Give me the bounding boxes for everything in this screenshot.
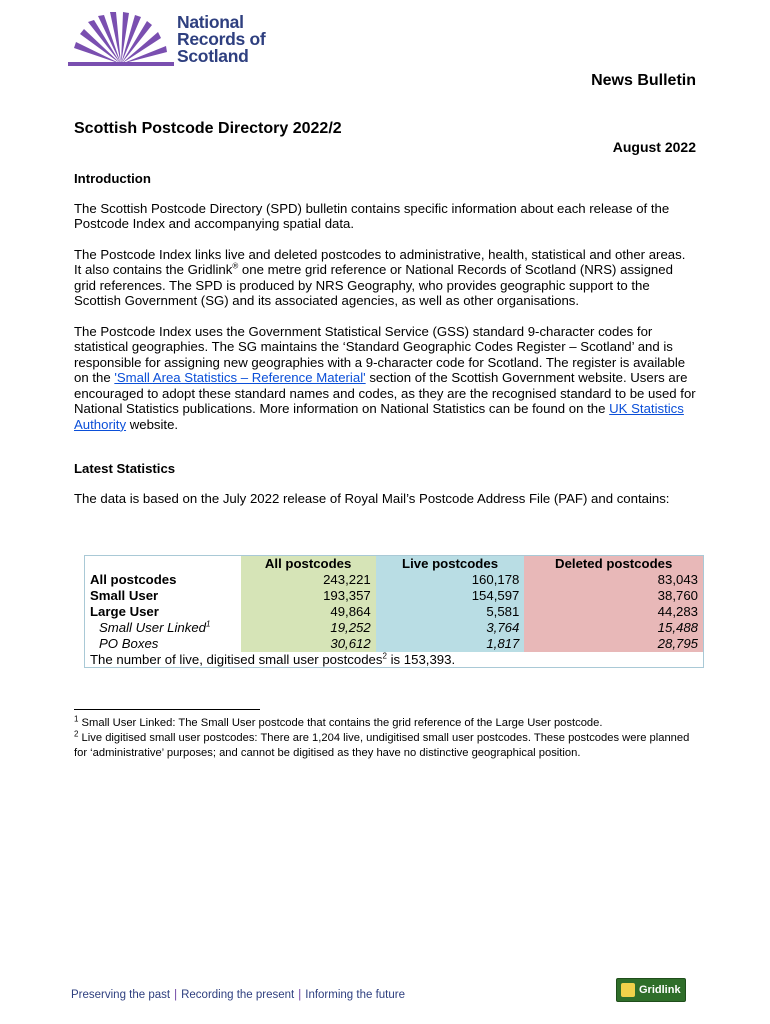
gridlink-label: Gridlink	[639, 984, 681, 996]
logo-line-3: Scotland	[177, 46, 249, 66]
cell-live: 5,581	[376, 604, 525, 620]
document-body	[74, 171, 696, 521]
cell-deleted: 83,043	[524, 572, 703, 588]
tagline-separator: |	[298, 989, 302, 1001]
cell-all: 30,612	[241, 636, 376, 652]
tagline-3: Informing the future	[305, 989, 405, 1001]
cell-all: 243,221	[241, 572, 376, 588]
gridlink-logo	[616, 978, 686, 1002]
logo-line-2: Records of	[177, 29, 266, 49]
uk-statistics-authority-link[interactable]: UK Statistics Authority	[74, 401, 684, 432]
footnote-2: $^2$ Live digitised small user postcodes: There are 1,204 live, undigitised small user postcodes. These postcodes were planned for ‘administrative’ purposes; and cannot be digitised as they have no distinctive geographical position.	[74, 729, 690, 759]
tagline-1: Preserving the past	[71, 989, 171, 1001]
logo-line-1: National	[177, 12, 244, 32]
footnote-ref-1: 1	[206, 619, 211, 629]
table-note: The number of live, digitised small user postcodes$^2$ is 153,393.	[85, 652, 704, 668]
row-label: Small User Linked$^1$	[85, 620, 241, 636]
bulletin-label: News Bulletin	[591, 72, 696, 89]
table-row	[85, 588, 704, 604]
table-row	[85, 572, 704, 588]
thistle-logo-icon	[68, 12, 174, 68]
gridlink-logo-icon	[621, 983, 635, 997]
intro-paragraph-1: The Scottish Postcode Directory (SPD) bulletin contains specific information about each release of the Postcode Index and accompanying spatial data.	[74, 200, 670, 231]
table-row	[85, 620, 704, 636]
footer-tagline	[71, 989, 405, 1001]
row-label: PO Boxes	[85, 636, 241, 652]
cell-all: 193,357	[241, 588, 376, 604]
col-live-postcodes: Live postcodes	[376, 556, 525, 572]
statistics-paragraph: The data is based on the July 2022 release of Royal Mail’s Postcode Address File (PAF) and contains:	[74, 490, 670, 506]
cell-deleted: 15,488	[524, 620, 703, 636]
cell-live: 3,764	[376, 620, 525, 636]
nrs-logo	[68, 12, 278, 68]
footnote-ref-2: 2	[382, 651, 387, 661]
table-row	[85, 604, 704, 620]
row-label: Small User	[85, 588, 241, 604]
cell-live: 154,597	[376, 588, 525, 604]
postcode-statistics-table	[84, 555, 704, 668]
introduction-heading: Introduction	[74, 171, 151, 186]
latest-statistics-heading: Latest Statistics	[74, 461, 176, 476]
table-note-row	[85, 652, 704, 668]
cell-all: 19,252	[241, 620, 376, 636]
cell-all: 49,864	[241, 604, 376, 620]
footnotes	[74, 716, 696, 761]
intro-paragraph-3: The Postcode Index uses the Government Statistical Service (GSS) standard 9-character codes for statistical geographies. The SG maintains the ‘Standard Geographic Codes Register – Scotland’ and is responsible for assigning new geographies with a 9-character code for Scotland. The register is available on the 'Small Area Statistics – Reference Material' section of the Scottish Government website. Users are encouraged to adopt these standard names and codes, as they are the recognised standard to be used for National Statistics publications. More information on National Statistics can be found on the UK Statistics Authority website.	[74, 323, 696, 432]
cell-deleted: 28,795	[524, 636, 703, 652]
publication-date: August 2022	[612, 139, 696, 155]
footnote-1: $^1$ Small User Linked: The Small User postcode that contains the grid reference of the Large User postcode.	[74, 714, 603, 729]
tagline-2: Recording the present	[181, 989, 295, 1001]
page-title: Scottish Postcode Directory 2022/2	[74, 120, 342, 137]
table-row	[85, 636, 704, 652]
intro-paragraph-2: The Postcode Index links live and deleted postcodes to administrative, health, statistical and other areas. It also contains the Gridlink® one metre grid reference or National Records of Scotland (NRS) assigned grid references. The SPD is produced by NRS Geography, who provides geographic support to the Scottish Government (SG) and its associated agencies, as well as other organisations.	[74, 246, 686, 308]
cell-deleted: 38,760	[524, 588, 703, 604]
cell-live: 160,178	[376, 572, 525, 588]
tagline-separator: |	[174, 989, 178, 1001]
small-area-statistics-link[interactable]: 'Small Area Statistics – Reference Material'	[114, 370, 366, 385]
footnote-divider	[74, 709, 260, 710]
row-label: All postcodes	[85, 572, 241, 588]
cell-live: 1,817	[376, 636, 525, 652]
cell-deleted: 44,283	[524, 604, 703, 620]
col-all-postcodes: All postcodes	[241, 556, 376, 572]
row-label: Large User	[85, 604, 241, 620]
col-deleted-postcodes: Deleted postcodes	[524, 556, 703, 572]
table-header-row	[85, 556, 704, 572]
